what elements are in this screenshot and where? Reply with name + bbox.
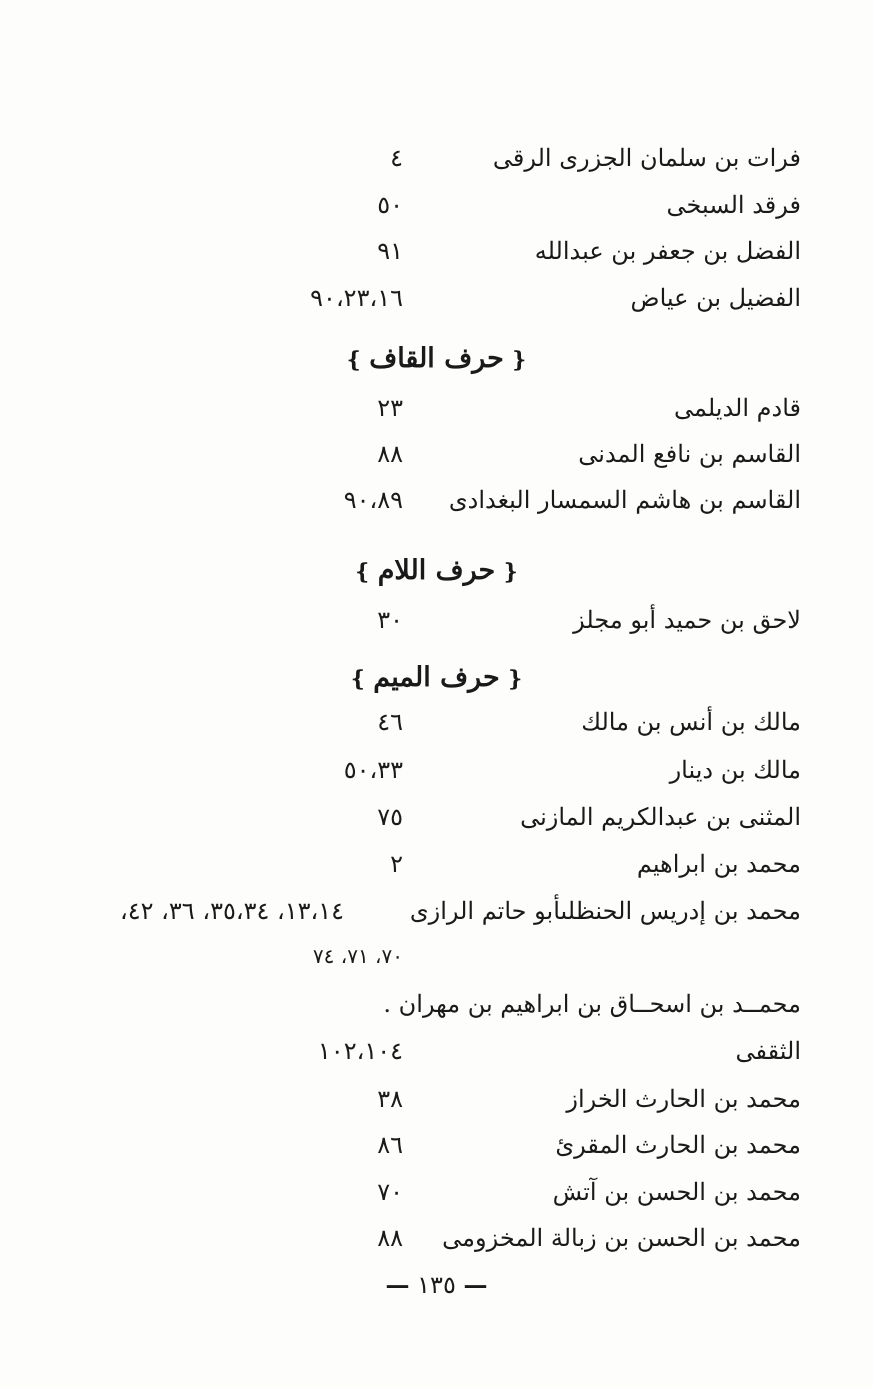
ornament-open: ❴	[509, 348, 529, 373]
index-entry	[0, 842, 873, 886]
entry-name: فرات بن سلمان الجزرى الرقى	[492, 144, 801, 172]
entry-name: محمد بن الحارث الخراز	[566, 1085, 801, 1113]
ornament-close: ❵	[344, 348, 364, 373]
entry-pages: ٥٠،٣٣	[343, 756, 403, 784]
index-entry	[0, 276, 873, 320]
entry-name: فرقد السبخى	[666, 191, 801, 219]
entry-name: القاسم بن هاشم السمسار البغدادى	[448, 486, 801, 514]
index-entry	[0, 229, 873, 273]
index-entry	[0, 889, 873, 933]
entry-pages: ٧٠	[377, 1178, 403, 1206]
entry-name: محمد بن الحارث المقرئ	[555, 1131, 801, 1159]
entry-name: القاسم بن نافع المدنى	[578, 440, 801, 468]
section-heading-lam	[0, 548, 873, 594]
page-number	[0, 1263, 873, 1307]
index-entry	[0, 183, 873, 227]
entry-pages: ٤	[390, 144, 403, 172]
index-entry	[0, 1077, 873, 1121]
entry-pages: ٩٠،٨٩	[343, 486, 403, 514]
index-entry	[0, 1170, 873, 1214]
heading-text: حرف الميم	[373, 662, 500, 693]
entry-pages: ٣٨	[377, 1085, 403, 1113]
entry-name: المثنى بن عبدالكريم المازنى	[520, 803, 801, 831]
entry-name: مالك بن أنس بن مالك	[581, 708, 801, 736]
entry-pages: ١٠٢،١٠٤	[317, 1037, 403, 1065]
ornament-open: ❴	[501, 560, 520, 585]
entry-pages: ٩٠،٢٣،١٦	[310, 284, 403, 312]
entry-name: مالك بن دينار	[669, 756, 801, 784]
index-entry	[0, 1123, 873, 1167]
ornament-open: ❴	[505, 667, 525, 692]
entry-pages: ٩١	[377, 237, 403, 265]
entry-name: محمد بن ابراهيم	[636, 850, 801, 878]
entry-name: محمد بن الحسن بن آتش	[552, 1178, 801, 1206]
index-entry	[0, 136, 873, 180]
index-entry	[0, 795, 873, 839]
entry-pages: ٣٠	[377, 606, 403, 634]
ornament-close: ❵	[348, 667, 368, 692]
page-dash-left: —	[385, 1270, 410, 1299]
entry-pages: ٧٥	[377, 803, 403, 831]
entry-name: لاحق بن حميد أبو مجلز	[573, 606, 801, 634]
entry-name: الفضيل بن عياض	[630, 284, 801, 312]
entry-pages: ٥٠	[377, 191, 403, 219]
index-entry	[0, 478, 873, 522]
entry-pages: ٧٠، ٧١، ٧٤	[312, 944, 403, 968]
entry-name: قادم الديلمى	[673, 394, 801, 422]
index-entry	[0, 700, 873, 744]
index-entry	[0, 1029, 873, 1073]
entry-pages: ١٣،١٤، ٣٥،٣٤، ٣٦، ٤٢،	[120, 897, 345, 925]
index-entry	[0, 982, 873, 1026]
entry-name: الثقفى	[735, 1037, 801, 1065]
index-entry	[0, 432, 873, 476]
page-dash-right: —	[463, 1270, 488, 1299]
section-heading-mim	[0, 655, 873, 701]
index-entry	[0, 598, 873, 642]
entry-pages: ٤٦	[377, 708, 403, 736]
ornament-close: ❵	[353, 560, 372, 585]
page-number-value: ١٣٥	[417, 1271, 456, 1299]
entry-pages: ٢	[390, 850, 403, 878]
index-entry	[0, 386, 873, 430]
entry-name: محمد بن الحسن بن زبالة المخزومى	[442, 1224, 801, 1252]
index-entry	[0, 1216, 873, 1260]
entry-pages: ٨٨	[377, 440, 403, 468]
entry-pages: ٨٦	[377, 1131, 403, 1159]
index-entry-continuation	[0, 934, 873, 978]
index-entry	[0, 748, 873, 792]
entry-name: الفضل بن جعفر بن عبدالله	[534, 237, 801, 265]
heading-text: حرف القاف	[369, 343, 504, 374]
entry-name: محمد بن إدريس الحنظلىأبو حاتم الرازى	[409, 897, 801, 925]
entry-pages: ٨٨	[377, 1224, 403, 1252]
entry-pages: ٢٣	[377, 394, 403, 422]
entry-name: محمــد بن اسحــاق بن ابراهيم بن مهران .	[383, 990, 801, 1018]
section-heading-qaf	[0, 336, 873, 382]
heading-text: حرف اللام	[377, 555, 496, 586]
